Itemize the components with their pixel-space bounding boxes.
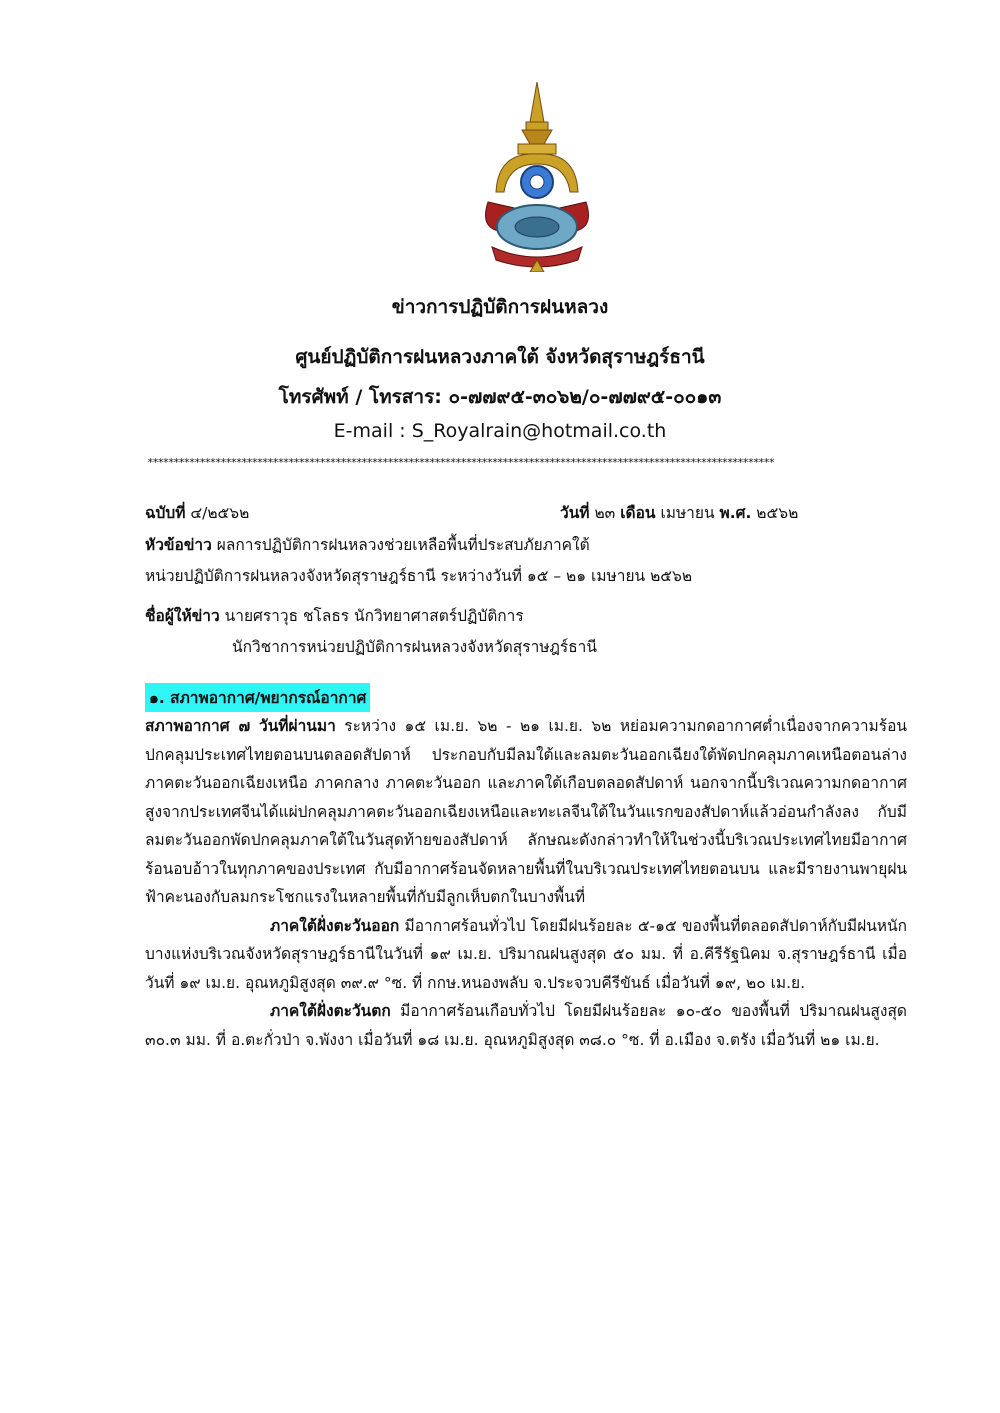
subject-label: หัวข้อข่าว xyxy=(145,536,212,554)
weather-paragraph-3 xyxy=(145,997,907,1054)
month-label: เดือน xyxy=(620,504,656,522)
year-value: ๒๕๖๒ xyxy=(756,504,799,522)
weather-paragraph-2 xyxy=(145,912,907,998)
royal-rainmaking-emblem-icon xyxy=(478,82,596,272)
reporter-text-2: นักวิชาการหน่วยปฏิบัติการฝนหลวงจังหวัดสุราษฎร์ธานี xyxy=(232,638,597,656)
weather-p1-text: ระหว่าง ๑๕ เม.ย. ๖๒ - ๒๑ เม.ย. ๖๒ หย่อมความกดอากาศต่ำเนื่องจากความร้อนปกคลุมประเทศไทยตอนบนตลอดสัปดาห์ ประกอบกับมีลมใต้และลมตะวันออกเฉียงใต้พัดปกคลุมภาคเหนือตอนล่าง ภาคตะวันออกเฉียงเหนือ ภาคกลาง ภาคตะวันออก และภาคใต้เกือบตลอดสัปดาห์ นอกจากนี้บริเวณความกดอากาศสูงจากประเทศจีนได้แผ่ปกคลุมภาคตะวันออกเฉียงเหนือและทะเลจีนใต้ในวันแรกของสัปดาห์แล้วอ่อนกำลังลง กับมีลมตะวันออกพัดปกคลุมภาคใต้ในวันสุดท้ายของสัปดาห์ ลักษณะดังกล่าวทำให้ในช่วงนี้บริเวณประเทศไทยมีอากาศร้อนอบอ้าวในทุกภาคของประเทศ กับมีอากาศร้อนจัดหลายพื้นที่ในบริเวณประเทศไทยตอนบน และมีรายงานพายุฝนฟ้าคะนองกับลมกระโชกแรงในหลายพื้นที่กับมีลูกเห็บตกในบางพื้นที่ xyxy=(145,717,907,906)
weather-p3-heading: ภาคใต้ฝั่งตะวันตก xyxy=(270,1002,391,1020)
center-name: ศูนย์ปฏิบัติการฝนหลวงภาคใต้ จังหวัดสุราษฎร์ธานี xyxy=(295,346,705,368)
year-label: พ.ศ. xyxy=(719,504,752,522)
date-line xyxy=(560,500,798,525)
issue-value: ๔/๒๕๖๒ xyxy=(190,504,250,522)
reporter-text-1: นายศราวุธ ชโลธร นักวิทยาศาสตร์ปฏิบัติการ xyxy=(224,607,524,625)
reporter-label: ชื่อผู้ให้ข่าว xyxy=(145,607,220,625)
news-title: ข่าวการปฏิบัติการฝนหลวง xyxy=(391,296,609,318)
weather-p1-heading: สภาพอากาศ ๗ วันที่ผ่านมา xyxy=(145,717,336,735)
issue-line xyxy=(145,500,249,525)
weather-p2-text: มีอากาศร้อนทั่วไป โดยมีฝนร้อยละ ๕-๑๕ ของพื้นที่ตลอดสัปดาห์กับมีฝนหนักบางแห่งบริเวณจังหวัดสุราษฎร์ธานีในวันที่ ๑๙ เม.ย. ปริมาณฝนสูงสุด ๕๐ มม. ที่ อ.คีรีรัฐนิคม จ.สุราษฎร์ธานี เมื่อวันที่ ๑๙ เม.ย. อุณหภูมิสูงสุด ๓๙.๙ °ซ. ที่ กกษ.หนองพลับ จ.ประจวบคีรีขันธ์ เมื่อวันที่ ๑๙, ๒๐ เม.ย. xyxy=(145,916,907,992)
issue-label: ฉบับที่ xyxy=(145,504,186,522)
separator-line: ************************************************************************************************************************ xyxy=(147,456,774,469)
weather-paragraph-1 xyxy=(145,712,907,912)
subject-text-1: ผลการปฏิบัติการฝนหลวงช่วยเหลือพื้นที่ประสบภัยภาคใต้ xyxy=(216,536,590,554)
weather-p2-heading: ภาคใต้ฝั่งตะวันออก xyxy=(270,916,400,935)
month-value: เมษายน xyxy=(660,504,715,522)
section-heading-weather: ๑. สภาพอากาศ/พยากรณ์อากาศ xyxy=(145,683,370,712)
reporter-line-1 xyxy=(145,603,524,628)
subject-text-2: หน่วยปฏิบัติการฝนหลวงจังหวัดสุราษฎร์ธานี ระหว่างวันที่ ๑๕ – ๒๑ เมษายน ๒๕๖๒ xyxy=(145,567,693,585)
weather-body xyxy=(145,712,907,1054)
weather-p3-text: มีอากาศร้อนเกือบทั่วไป โดยมีฝนร้อยละ ๑๐-๕๐ ของพื้นที่ ปริมาณฝนสูงสุด ๓๐.๓ มม. ที่ อ.ตะกั่วป่า จ.พังงา เมื่อวันที่ ๑๘ เม.ย. อุณหภูมิสูงสุด ๓๘.๐ °ซ. ที่ อ.เมือง จ.ตรัง เมื่อวันที่ ๒๑ เม.ย. xyxy=(145,1002,907,1049)
phone-fax: โทรศัพท์ / โทรสาร: ๐-๗๗๙๕-๓๐๖๒/๐-๗๗๙๕-๐๐๑๓ xyxy=(278,386,722,408)
date-label: วันที่ xyxy=(560,504,590,522)
email-address: E-mail : S_Royalrain@hotmail.co.th xyxy=(333,420,667,442)
subject-line-1 xyxy=(145,532,590,557)
date-day: ๒๓ xyxy=(594,504,616,522)
